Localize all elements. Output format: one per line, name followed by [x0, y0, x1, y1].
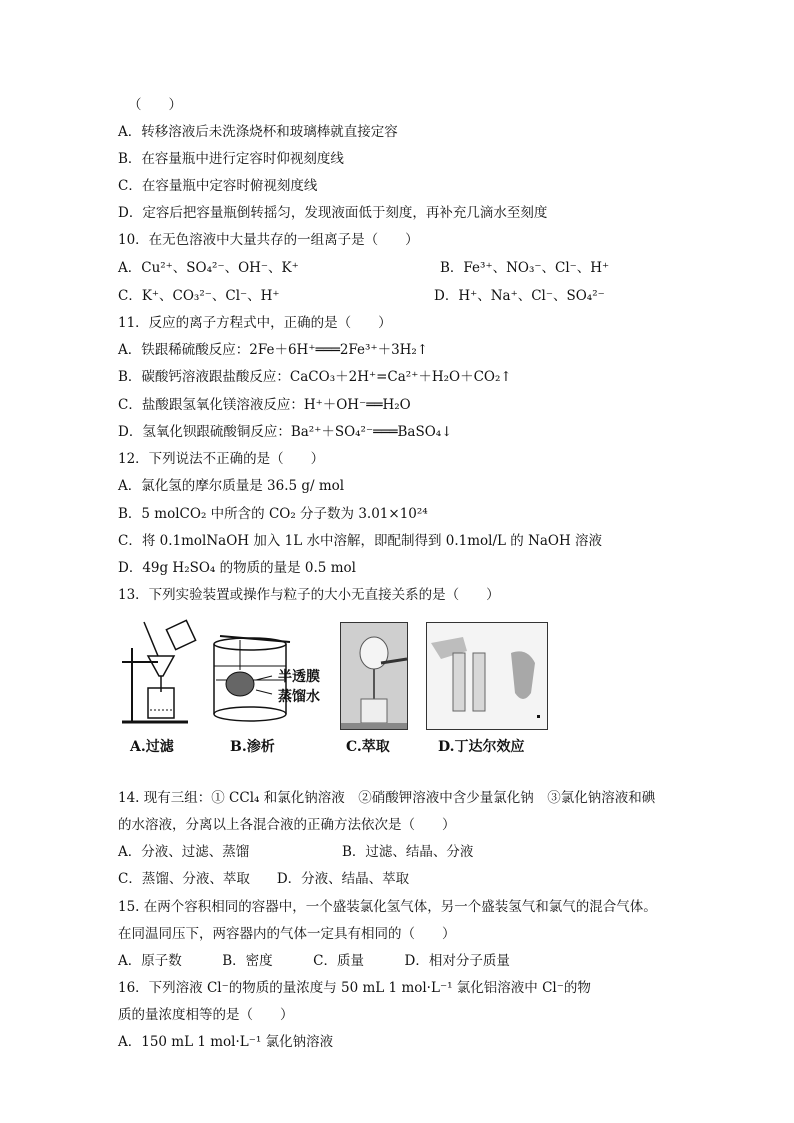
q11-option-c: C．盐酸跟氢氧化镁溶液反应：H⁺＋OH⁻══H₂O: [118, 397, 411, 413]
q10-option-b: B．Fe³⁺、NO₃⁻、Cl⁻、H⁺: [440, 260, 610, 276]
q12-stem: 12．下列说法不正确的是（ ）: [118, 451, 325, 467]
label-semipermeable-membrane: 半透膜: [278, 669, 320, 685]
q11-option-d: D．氢氧化钡跟硫酸铜反应：Ba²⁺＋SO₄²⁻═══BaSO₄↓: [118, 424, 453, 440]
q15-stem: 15. 在两个容积相同的容器中，一个盛装氯化氢气体，另一个盛装氢气和氯气的混合气体。: [118, 899, 657, 915]
q16-stem: 16．下列溶液 Cl⁻的物质的量浓度与 50 mL 1 mol·L⁻¹ 氯化铝溶液中 Cl⁻的物: [118, 980, 591, 996]
q11-option-a: A．铁跟稀硫酸反应：2Fe＋6H⁺═══2Fe³⁺＋3H₂↑: [118, 342, 429, 358]
figure-d-caption: D.丁达尔效应: [438, 739, 525, 755]
figure-c-caption: C.萃取: [346, 739, 390, 755]
q9-option-b: B．在容量瓶中进行定容时仰视刻度线: [118, 151, 344, 167]
q15-stem-continued: 在同温同压下，两容器内的气体一定具有相同的（ ）: [118, 926, 456, 942]
q9-option-a: A．转移溶液后未洗涤烧杯和玻璃棒就直接定容: [118, 124, 398, 140]
extraction-photo: [340, 622, 408, 730]
q16-stem-continued: 质的量浓度相等的是（ ）: [118, 1007, 294, 1023]
q12-option-b: B．5 molCO₂ 中所含的 CO₂ 分子数为 3.01×10²⁴: [118, 506, 428, 522]
q13-figures: [118, 618, 558, 758]
q9-answer-bracket: （ ）: [128, 97, 182, 113]
q11-option-b: B．碳酸钙溶液跟盐酸反应：CaCO₃＋2H⁺=Ca²⁺＋H₂O＋CO₂↑: [118, 369, 512, 385]
label-distilled-water: 蒸馏水: [278, 689, 320, 705]
figure-a-caption: A.过滤: [130, 739, 174, 755]
q14-option-a: A．分液、过滤、蒸馏: [118, 844, 250, 860]
q16-option-a: A．150 mL 1 mol·L⁻¹ 氯化钠溶液: [118, 1034, 334, 1050]
q14-stem: 14. 现有三组：① CCl₄ 和氯化钠溶液 ②硝酸钾溶液中含少量氯化钠 ③氯化钠溶液和碘: [118, 790, 656, 806]
q15-options: A．原子数 B．密度 C．质量 D．相对分子质量: [118, 953, 510, 969]
dialysis-apparatus-drawing: [210, 618, 340, 728]
q14-options-cd: C．蒸馏、分液、萃取 D．分液、结晶、萃取: [118, 871, 410, 887]
filtration-apparatus-drawing: [118, 618, 208, 728]
q12-option-a: A．氯化氢的摩尔质量是 36.5 g/ mol: [118, 478, 345, 494]
q10-option-c: C．K⁺、CO₃²⁻、Cl⁻、H⁺: [118, 288, 280, 304]
q10-option-d: D．H⁺、Na⁺、Cl⁻、SO₄²⁻: [434, 288, 605, 304]
q10-option-a: A．Cu²⁺、SO₄²⁻、OH⁻、K⁺: [118, 260, 299, 276]
q12-option-d: D．49g H₂SO₄ 的物质的量是 0.5 mol: [118, 560, 356, 576]
q12-option-c: C．将 0.1molNaOH 加入 1L 水中溶解，即配制得到 0.1mol/L 的 NaOH 溶液: [118, 533, 603, 549]
figure-b-caption: B.渗析: [230, 739, 275, 755]
q14-stem-continued: 的水溶液，分离以上各混合液的正确方法依次是（ ）: [118, 817, 456, 833]
q13-stem: 13．下列实验装置或操作与粒子的大小无直接关系的是（ ）: [118, 587, 500, 603]
q10-stem: 10．在无色溶液中大量共存的一组离子是（ ）: [118, 232, 419, 248]
tyndall-effect-photo: [426, 622, 548, 730]
q11-stem: 11．反应的离子方程式中，正确的是（ ）: [118, 315, 392, 331]
q14-option-b: B．过滤、结晶、分液: [342, 844, 474, 860]
q9-option-d: D．定容后把容量瓶倒转摇匀，发现液面低于刻度，再补充几滴水至刻度: [118, 205, 548, 221]
q9-option-c: C．在容量瓶中定容时俯视刻度线: [118, 178, 318, 194]
